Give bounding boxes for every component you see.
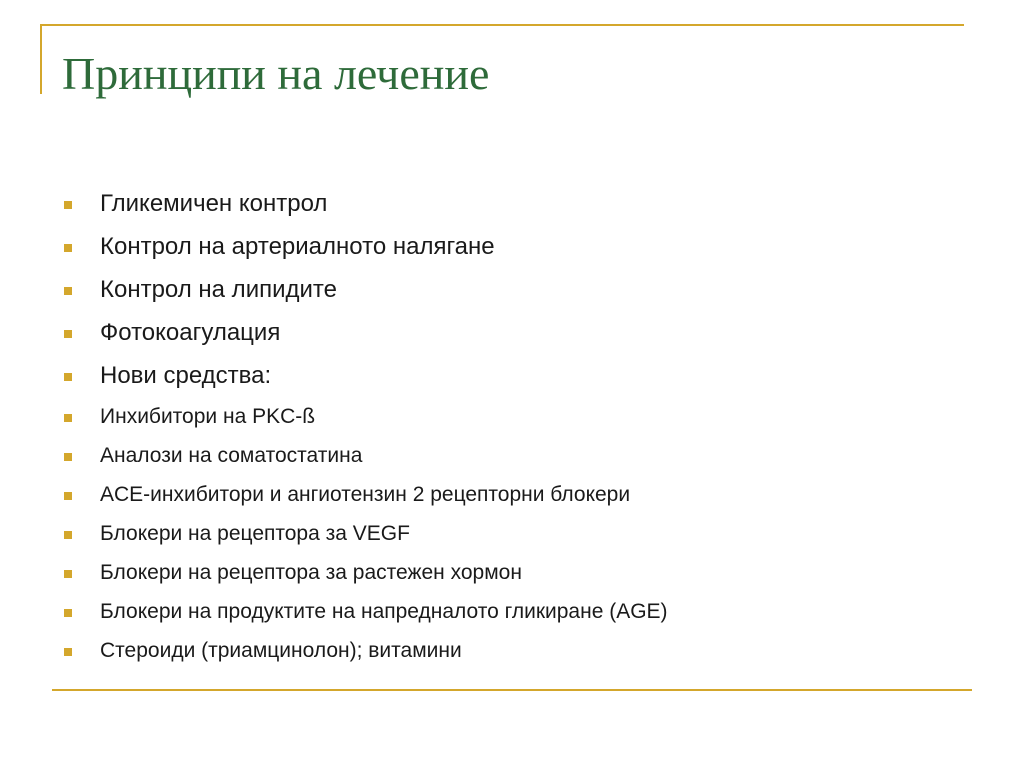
square-bullet-icon [64,531,72,539]
square-bullet-icon [64,373,72,381]
bullet-text: Блокери на рецептора за растежен хормон [100,561,522,584]
square-bullet-icon [64,244,72,252]
square-bullet-icon [64,414,72,422]
bottom-divider [52,689,972,691]
bullet-item [62,313,668,356]
square-bullet-icon [64,609,72,617]
bullet-item [62,356,668,399]
square-bullet-icon [64,287,72,295]
top-divider [40,24,964,26]
bullet-item [62,438,668,477]
bullet-text: Инхибитори на PKC-ß [100,405,316,428]
bullet-text: Блокери на рецептора за VEGF [100,522,410,545]
bullet-text: Стероиди (триамцинолон); витамини [100,639,462,662]
bullet-text: ACE-инхибитори и ангиотензин 2 рецепторни блокери [100,483,631,506]
bullet-item [62,477,668,516]
bullet-item [62,555,668,594]
square-bullet-icon [64,492,72,500]
bullet-item [62,633,668,672]
bullet-item [62,184,668,227]
square-bullet-icon [64,648,72,656]
bullet-text: Контрол на артериалното налягане [100,233,495,260]
left-divider [40,24,42,94]
square-bullet-icon [64,453,72,461]
bullet-item [62,227,668,270]
bullet-text: Гликемичен контрол [100,190,328,217]
bullet-text: Фотокоагулация [100,319,281,346]
bullet-text: Нови средства: [100,362,272,389]
square-bullet-icon [64,330,72,338]
bullet-text: Контрол на липидите [100,276,337,303]
bullet-list [62,184,668,672]
bullet-item [62,516,668,555]
bullet-text: Аналози на соматостатина [100,444,363,467]
square-bullet-icon [64,201,72,209]
bullet-item [62,270,668,313]
bullet-item [62,399,668,438]
bullet-text: Блокери на продуктите на напредналото гликиране (AGE) [100,600,668,623]
bullet-item [62,594,668,633]
slide-title: Принципи на лечение [62,48,490,99]
square-bullet-icon [64,570,72,578]
